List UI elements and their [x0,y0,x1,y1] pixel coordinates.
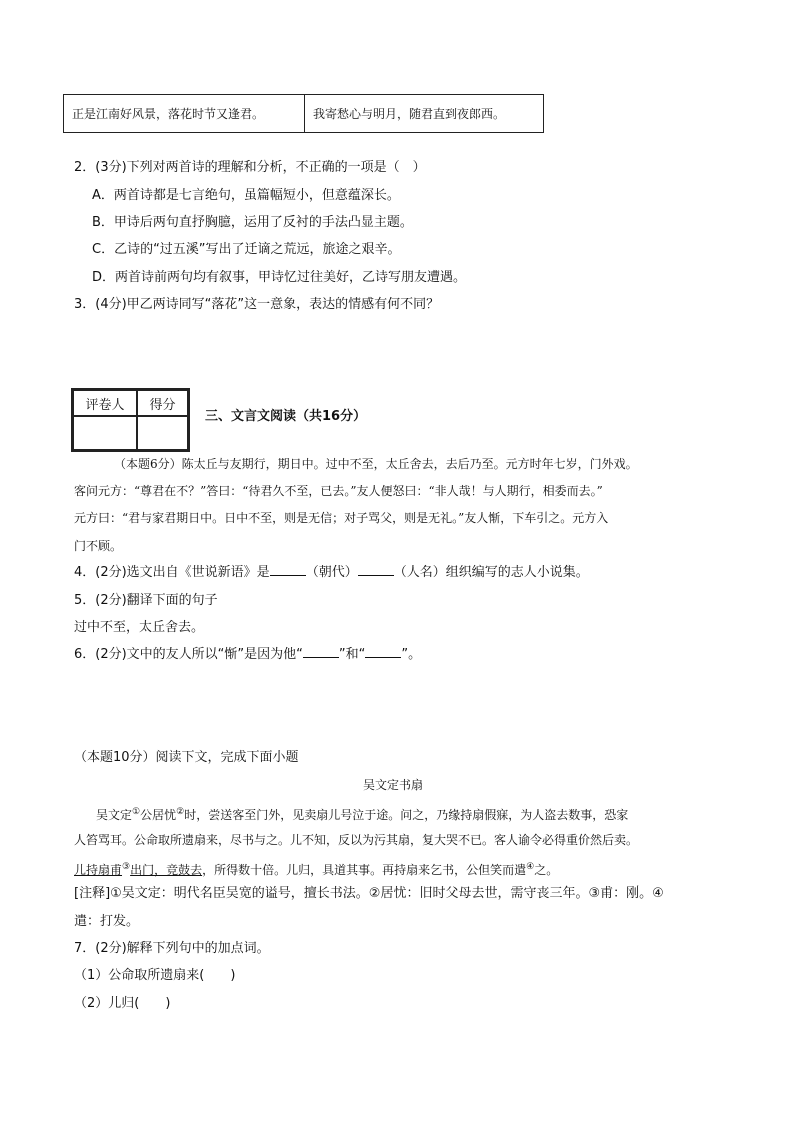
text-segment: 吴文定 [96,808,133,822]
question-6-part-1: 6．(2分)文中的友人所以“惭”是因为他“ [74,647,303,662]
question-7-stem: 7．(2分)解释下列句中的加点词。 [74,941,270,956]
notes-line-2: 遣：打发。 [74,914,140,929]
passage-2-title: 吴文定书扇 [363,778,424,792]
passage-1-line-2: 客问元方：“尊君在不？”答曰：“待君久不至，已去。”友人便怒曰：“非人哉！与人期行，相委而去。” [74,484,603,498]
score-cell [137,416,188,450]
footnote-mark-3: ③ [122,862,131,872]
footnote-mark-2: ② [176,807,185,817]
text-segment: 公居忧 [140,808,177,822]
footnote-mark-1: ① [132,807,141,817]
question-4 [74,563,589,583]
answer-blank [358,563,394,576]
question-6-part-3: ”。 [401,647,422,662]
section-3-title: 三、文言文阅读（共16分） [205,409,367,424]
question-4-part-2: （朝代） [305,565,358,580]
text-segment: ，所得数十倍。儿归，具道其事。再持扇来乞书，公但笑而遣 [202,863,527,877]
reviewer-label: 评卷人 [73,390,137,416]
question-4-part-1: 4．(2分)选文出自《世说新语》是 [74,565,270,580]
passage-1-line-1: （本题6分）陈太丘与友期行，期日中。过中不至，太丘舍去，去后乃至。元方时年七岁，门外戏。 [114,457,638,471]
passage-2-line-2: 人笞骂耳。公命取所遗扇来，尽书与之。儿不知，反以为污其扇，复大哭不已。客人谕令必得重价然后卖。 [74,833,639,847]
answer-blank [270,563,306,576]
question-2-option-a: A．两首诗都是七言绝句，虽篇幅短小，但意蕴深长。 [92,188,400,203]
question-6-part-2: ”和“ [338,647,366,662]
question-7-item-2: （2）儿归( ) [74,996,171,1011]
question-2-option-c: C．乙诗的“过五溪”写出了迁谪之荒远，旅途之艰辛。 [92,242,401,257]
passage-1-line-3: 元方曰：“君与家君期日中。日中不至，则是无信；对子骂父，则是无礼。”友人惭，下车引之。元方入 [74,511,609,525]
score-table [71,388,190,452]
question-3-stem: 3．(4分)甲乙两诗同写“落花”这一意象，表达的情感有何不同？ [74,297,440,312]
notes-line-1: [注释]①吴文定：明代名臣吴宽的谥号，擅长书法。②居忧：旧时父母去世，需守丧三年。③甫：刚。④ [74,886,664,901]
answer-blank [303,645,339,658]
reviewer-cell [73,416,137,450]
footnote-mark-4: ④ [526,862,535,872]
passage-2-line-3 [74,857,558,880]
question-5-sentence: 过中不至，太丘舍去。 [74,620,205,635]
poem-cell-right: 我寄愁心与明月，随君直到夜郎西。 [313,107,506,121]
question-6 [74,645,421,665]
text-segment: 之。 [534,863,559,877]
text-segment: 时，尝送客至门外，见卖扇儿号泣于途。问之，乃缘持扇假寐，为人盗去数事，恐家 [184,808,629,822]
question-5-stem: 5．(2分)翻译下面的句子 [74,593,218,608]
question-2-option-d: D．两首诗前两句均有叙事，甲诗忆过往美好，乙诗写朋友遭遇。 [92,270,467,285]
passage-2-intro: （本题10分）阅读下文，完成下面小题 [74,750,299,765]
passage-2-line-1 [96,802,628,825]
underlined-text: 儿持扇甫 [74,863,123,877]
underlined-text: 出门，竞鼓去 [130,863,203,877]
poem-table [63,94,544,133]
passage-1-line-4: 门不顾。 [74,539,123,553]
poem-cell-left: 正是江南好风景，落花时节又逢君。 [64,95,305,132]
question-2-stem: 2．(3分)下列对两首诗的理解和分析，不正确的一项是（ ） [74,160,426,175]
answer-blank [365,645,401,658]
question-2-option-b: B．甲诗后两句直抒胸臆，运用了反衬的手法凸显主题。 [92,215,413,230]
question-4-part-3: （人名）组织编写的志人小说集。 [393,565,589,580]
score-label: 得分 [137,390,188,416]
question-7-item-1: （1）公命取所遗扇来( ) [74,968,236,983]
